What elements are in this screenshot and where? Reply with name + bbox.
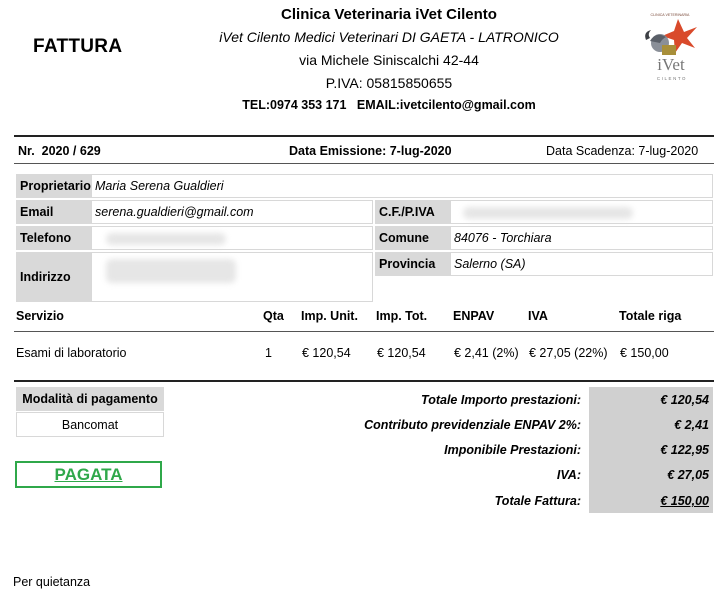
row-iva: € 27,05 (22%) (529, 346, 608, 360)
phone-value (91, 226, 373, 250)
paid-stamp: PAGATA (15, 461, 162, 488)
address-label: Indirizzo (16, 252, 91, 302)
clinic-name: Clinica Veterinaria iVet Cilento (281, 6, 497, 23)
total-services-value: € 120,54 (660, 393, 709, 407)
receipt-note: Per quietanza (13, 575, 91, 589)
row-service: Esami di laboratorio (16, 346, 127, 360)
clinic-contacts: TEL:0974 353 171 EMAIL:ivetcilento@gmail.com (242, 98, 536, 112)
meta-rule (14, 163, 714, 164)
town-value: 84076 - Torchiara (450, 226, 713, 250)
redacted-address (106, 259, 236, 283)
col-row-total: Totale riga (619, 309, 682, 323)
table-bottom-rule (14, 380, 714, 382)
vat-label: IVA: (556, 468, 581, 482)
col-qty: Qta (263, 309, 284, 323)
total-services-label: Totale Importo prestazioni: (421, 393, 581, 407)
province-value: Salerno (SA) (450, 252, 713, 276)
invoice-number-label: Nr. (18, 144, 35, 158)
clinic-address: via Michele Siniscalchi 42-44 (299, 52, 479, 68)
clinic-vat: P.IVA: 05815850655 (325, 75, 453, 91)
invoice-total-value: € 150,00 (660, 494, 709, 508)
enpav-contribution-value: € 2,41 (674, 418, 709, 432)
redacted-phone (106, 233, 226, 245)
province-label: Provincia (375, 252, 450, 276)
invoice-number-value: 2020 / 629 (41, 144, 101, 158)
enpav-contribution-label: Contributo previdenziale ENPAV 2%: (364, 418, 581, 432)
cf-value (450, 200, 713, 224)
row-total: € 120,54 (377, 346, 426, 360)
payment-method-value: Bancomat (16, 412, 164, 437)
row-qty: 1 (265, 346, 272, 360)
address-value (91, 252, 373, 302)
email-value: serena.gualdieri@gmail.com (91, 200, 373, 224)
col-enpav: ENPAV (453, 309, 495, 323)
taxable-value: € 122,95 (660, 443, 709, 457)
clinic-logo (640, 10, 700, 86)
svg-text:CLINICA VETERINARIA: CLINICA VETERINARIA (650, 13, 690, 17)
cf-label: C.F./P.IVA (375, 200, 450, 224)
redacted-cf (463, 207, 633, 219)
payment-method-label: Modalità di pagamento (16, 387, 164, 411)
owner-label: Proprietario (16, 174, 91, 198)
invoice-total-label: Totale Fattura: (494, 494, 581, 508)
svg-text:CILENTO: CILENTO (656, 76, 688, 81)
row-row-total: € 150,00 (620, 346, 669, 360)
clinic-subtitle: iVet Cilento Medici Veterinari DI GAETA - LATRONICO (219, 29, 559, 45)
town-label: Comune (375, 226, 450, 250)
issue-date: Data Emissione: 7-lug-2020 (289, 144, 452, 158)
col-total: Imp. Tot. (376, 309, 428, 323)
owner-value: Maria Serena Gualdieri (91, 174, 713, 198)
col-unit: Imp. Unit. (301, 309, 358, 323)
svg-text:iVet: iVet (657, 55, 685, 74)
col-iva: IVA (528, 309, 548, 323)
row-enpav: € 2,41 (2%) (454, 346, 519, 360)
due-date: Data Scadenza: 7-lug-2020 (546, 144, 699, 158)
phone-label: Telefono (16, 226, 91, 250)
table-header-rule (14, 331, 714, 332)
row-unit: € 120,54 (302, 346, 351, 360)
document-title: FATTURA (33, 36, 123, 57)
invoice-number (18, 144, 101, 158)
col-service: Servizio (16, 309, 64, 323)
taxable-label: Imponibile Prestazioni: (444, 443, 581, 457)
vat-value: € 27,05 (667, 468, 709, 482)
header-rule (14, 135, 714, 137)
email-label: Email (16, 200, 91, 224)
